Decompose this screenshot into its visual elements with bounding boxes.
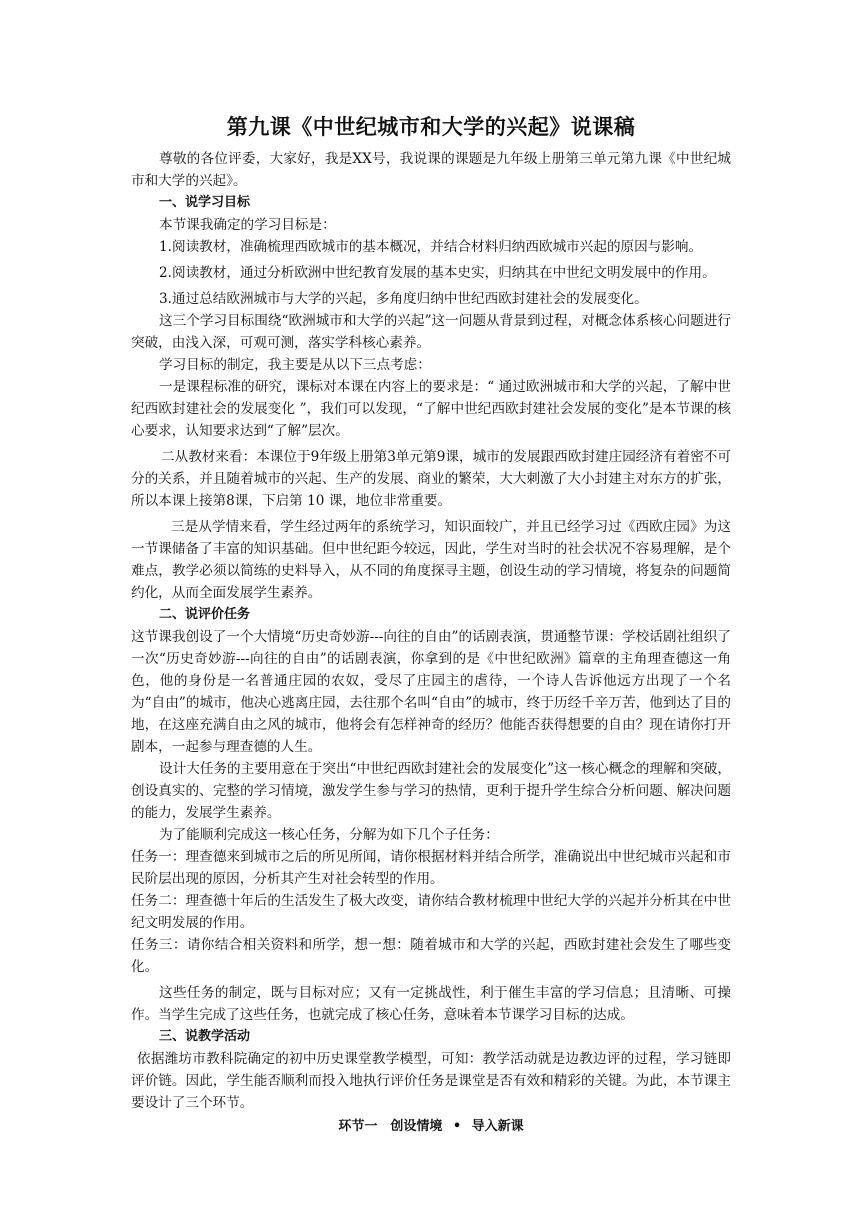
task-intro-paragraph: 这节课我创设了一个大情境“历史奇妙游---向往的自由”的话剧表演，贯通整节课：学校话剧社组织了一次“历史奇妙游---向往的自由”的话剧表演，你拿到的是《中世纪欧洲》篇章的主角理查德这一角色，他的身份是一名普通庄园的农奴，受尽了庄园主的虐待，一个诗人告诉他远方出现了一个名为“自由”的城市，他决心逃离庄园，去往那个名叫“自由”的城市，终于历经千辛万苦，他到达了目的地，在这座充满自由之风的城市，他将会有怎样神奇的经历？他能否获得想要的自由？现在请你打开剧本，一起参与理查德的人生。 bbox=[131, 629, 731, 755]
section-heading-teaching-activities: 三、说教学活动 bbox=[159, 1029, 251, 1044]
basis-textbook: 二从教材来看：本课位于9年级上册第3单元第9课，城市的发展跟西欧封建庄园经济有着密不可分的关系，并且随着城市的兴起、生产的发展、商业的繁荣，大大刺激了大小封建主对东方的扩张，所以本课上接第8课，下启第 10 课，地位非常重要。 bbox=[131, 449, 731, 509]
subtask-item: 任务三：请你结合相关资料和所学，想一想：随着城市和大学的兴起，西欧封建社会发生了哪些变化。 bbox=[131, 937, 731, 975]
basis-lead: 学习目标的制定，我主要是从以下三点考虑： bbox=[159, 357, 431, 373]
section-heading-assessment-tasks: 二、说评价任务 bbox=[159, 607, 251, 622]
tasks-closing-paragraph: 这些任务的制定，既与目标对应；又有一定挑战性，利于催生丰富的学习信息；且清晰、可操作。当学生完成了这些任务，也就完成了核心任务，意味着本节课学习目标的达成。 bbox=[131, 985, 731, 1023]
subtask-lead: 为了能顺利完成这一核心任务，分解为如下几个子任务： bbox=[159, 827, 499, 843]
section-heading-learning-goals: 一、说学习目标 bbox=[159, 195, 251, 210]
goal-item: 2.阅读教材，通过分析欧洲中世纪教育发展的基本史实，归纳其在中世纪文明发展中的作用。 bbox=[159, 265, 716, 281]
goal-item: 1.阅读教材，准确梳理西欧城市的基本概况，并结合材料归纳西欧城市兴起的原因与影响。 bbox=[159, 239, 703, 255]
basis-curriculum: 一是课程标准的研究，课标对本课在内容上的要求是：“ 通过欧洲城市和大学的兴起，了解中世纪西欧封建社会的发展变化 ”，我们可以发现，“了解中世纪西欧封建社会发展的变化”是本节课的核心要求，认知要求达到“了解”层次。 bbox=[131, 379, 731, 439]
document-page bbox=[131, 111, 731, 1138]
basis-students: 三是从学情来看，学生经过两年的系统学习，知识面较广，并且已经学习过《西欧庄园》为这一节课储备了丰富的知识基础。但中世纪距今较远，因此，学生对当时的社会状况不容易理解，是个难点，教学必须以简练的史料导入，从不同的角度探寻主题，创设生动的学习情境，将复杂的问题简约化，从而全面发展学生素养。 bbox=[131, 519, 731, 601]
document-title: 第九课《中世纪城市和大学的兴起》说课稿 bbox=[226, 115, 636, 139]
goals-summary: 这三个学习目标围绕“欧洲城市和大学的兴起”这一问题从背景到过程，对概念体系核心问题进行突破，由浅入深，可观可测，落实学科核心素养。 bbox=[131, 313, 731, 351]
goals-lead: 本节课我确定的学习目标是： bbox=[159, 217, 336, 233]
subtask-item: 任务一：理查德来到城市之后的所见所闻，请你根据材料并结合所学，准确说出中世纪城市兴起和市民阶层出现的原因，分析其产生对社会转型的作用。 bbox=[131, 849, 731, 887]
stage-one-heading: 环节一 创设情境 • 导入新课 bbox=[338, 1119, 524, 1134]
intro-paragraph: 尊敬的各位评委，大家好，我是XX号，我说课的课题是九年级上册第三单元第九课《中世纪城市和大学的兴起》。 bbox=[131, 151, 731, 189]
subtask-item: 任务二：理查德十年后的生活发生了极大改变，请你结合教材梳理中世纪大学的兴起并分析其在中世纪文明发展的作用。 bbox=[131, 893, 731, 931]
task-purpose-paragraph: 设计大任务的主要用意在于突出“中世纪西欧封建社会的发展变化”这一核心概念的理解和突破，创设真实的、完整的学习情境，激发学生参与学习的热情，更利于提升学生综合分析问题、解决问题的能力，发展学生素养。 bbox=[131, 761, 731, 821]
activities-paragraph: 依据潍坊市教科院确定的初中历史课堂教学模型，可知：教学活动就是边教边评的过程，学习链即评价链。因此，学生能否顺利而投入地执行评价任务是课堂是否有效和精彩的关键。为此，本节课主要设计了三个环节。 bbox=[131, 1051, 731, 1111]
goal-item: 3.通过总结欧洲城市与大学的兴起，多角度归纳中世纪西欧封建社会的发展变化。 bbox=[159, 291, 648, 307]
